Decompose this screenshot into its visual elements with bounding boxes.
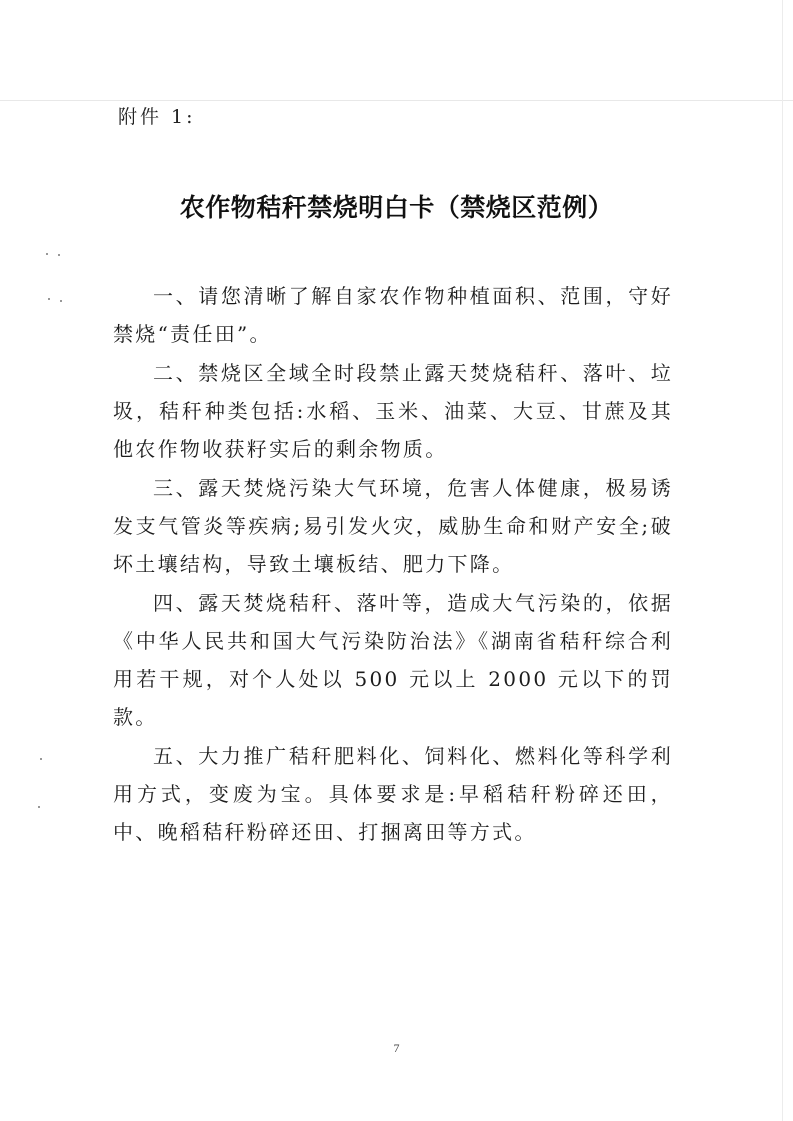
scan-right-edge: [782, 0, 783, 1121]
page-number: 7: [393, 1041, 400, 1055]
attachment-label: 附件 1:: [118, 106, 196, 128]
paragraph-2: 二、禁烧区全域全时段禁止露天焚烧秸秆、落叶、垃圾，秸秆种类包括:水稻、玉米、油菜、大豆、甘蔗及其他农作物收获籽实后的剩余物质。: [113, 361, 673, 461]
document-body: [113, 277, 673, 852]
scan-speck: [58, 254, 60, 256]
scan-speck: [60, 300, 62, 302]
scan-edge-line: [0, 100, 793, 101]
scan-speck: [46, 253, 48, 255]
paragraph-4: 四、露天焚烧秸秆、落叶等，造成大气污染的，依据《中华人民共和国大气污染防治法》《湖南省秸秆综合利用若干规，对个人处以 500 元以上 2000 元以下的罚款。: [113, 591, 673, 729]
paragraph-1: 一、请您清晰了解自家农作物种植面积、范围，守好禁烧“责任田”。: [113, 284, 673, 346]
scan-speck: [48, 298, 50, 300]
scan-speck: [40, 758, 42, 760]
paragraph-3: 三、露天焚烧污染大气环境，危害人体健康，极易诱发支气管炎等疾病;易引发火灾，威胁生命和财产安全;破坏土壤结构，导致土壤板结、肥力下降。: [113, 476, 673, 576]
scan-speck: [38, 806, 40, 808]
document-title: 农作物秸秆禁烧明白卡（禁烧区范例）: [179, 193, 614, 222]
paragraph-5: 五、大力推广秸秆肥料化、饲料化、燃料化等科学利用方式，变废为宝。具体要求是:早稻秸秆粉碎还田，中、晚稻秸秆粉碎还田、打捆离田等方式。: [113, 744, 673, 844]
